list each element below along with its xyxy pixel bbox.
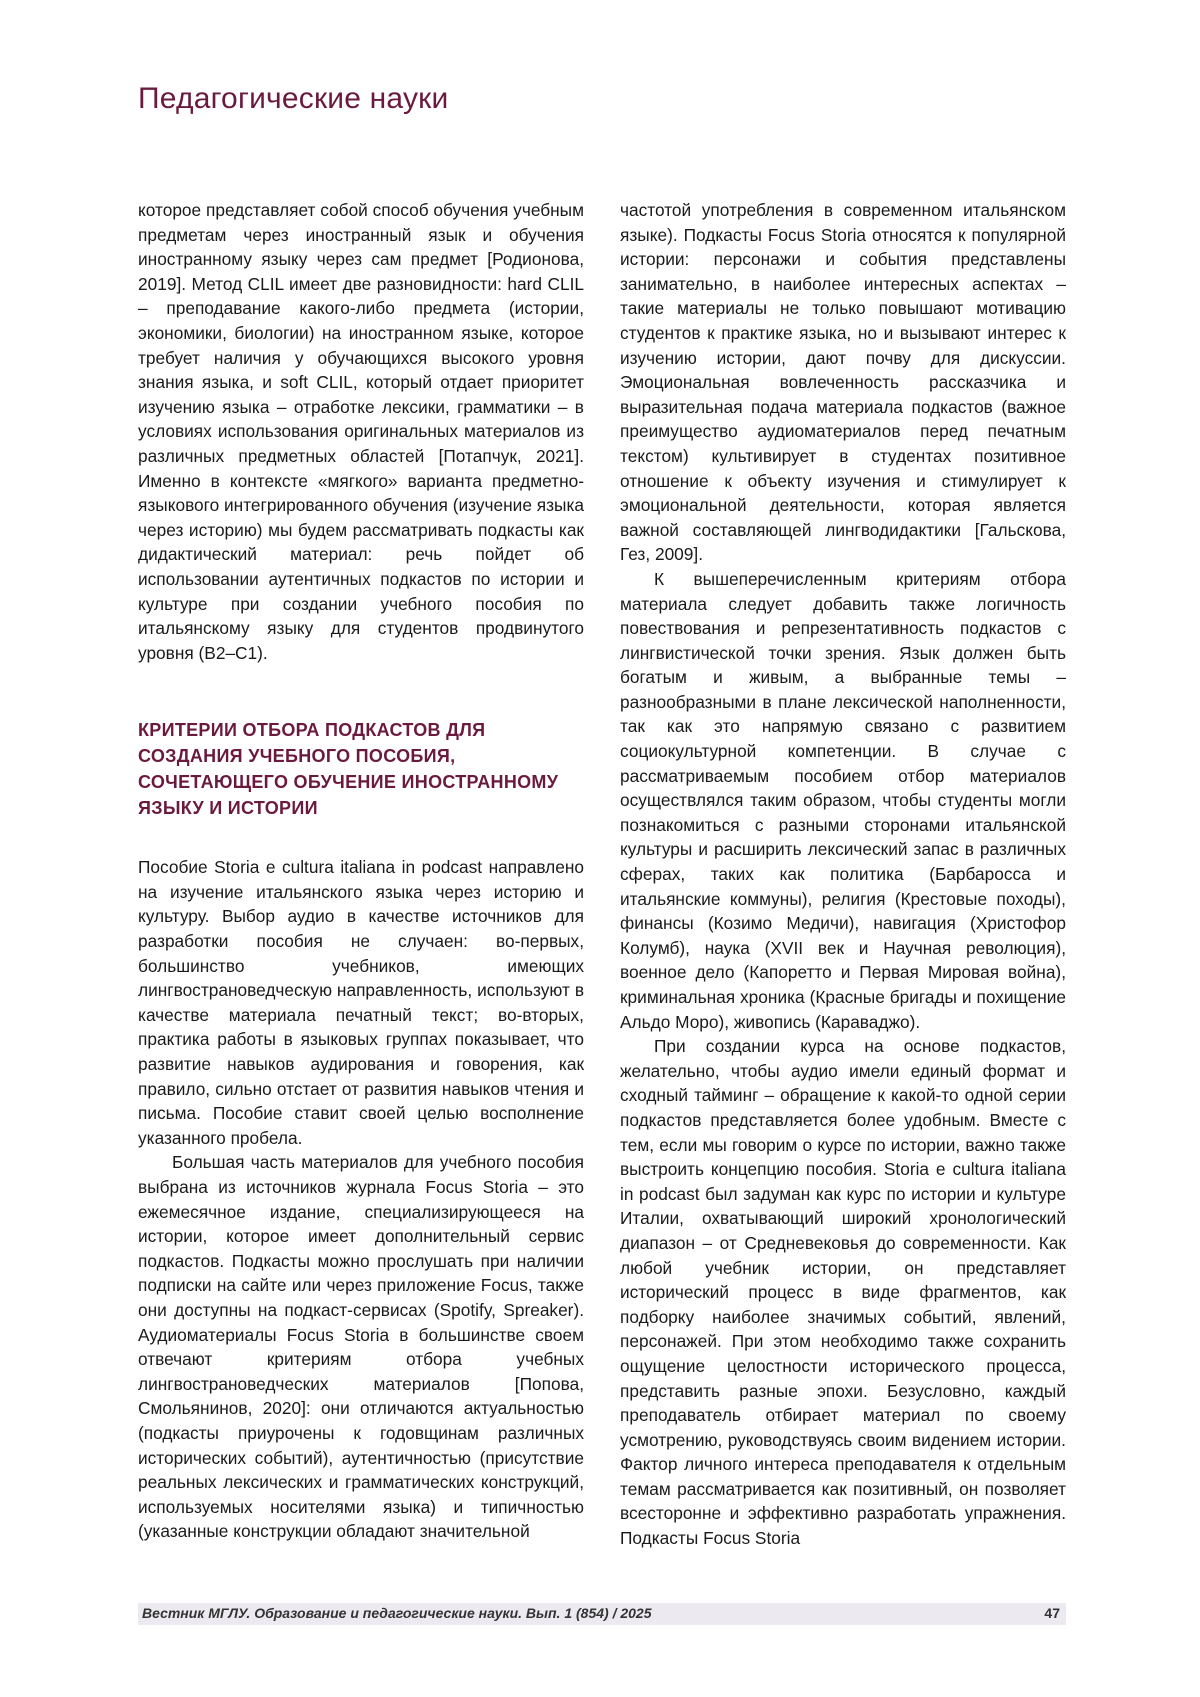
paragraph: Пособие Storia e cultura italiana in podcast направлено на изучение итальянского языка через историю и культуру. Выбор аудио в качестве источников для разработки пособия не случаен: во-первых, большинство учебников, имеющих лингвострановедческую направленность, используют в качестве материала печатный текст; во-вторых, практика работы в языковых группах показывает, что развитие навыков аудирования и говорения, как правило, сильно отстает от развития навыков чтения и письма. Пособие ставит своей целью восполнение указанного пробела. (138, 855, 584, 1150)
section-heading: КРИТЕРИИ ОТБОРА ПОДКАСТОВ ДЛЯ СОЗДАНИЯ УЧЕБНОГО ПОСОБИЯ, СОЧЕТАЮЩЕГО ОБУЧЕНИЕ ИНОСТРАННОМУ ЯЗЫКУ И ИСТОРИИ (138, 717, 584, 821)
section-title: Педагогические науки (138, 82, 448, 116)
paragraph: которое представляет собой способ обучения учебным предметам через иностранный язык и обучения иностранному языку через сам предмет [Родионова, 2019]. Метод CLIL имеет две разновидности: hard CLIL – преподавание какого-либо предмета (истории, экономики, биологии) на иностранном языке, которое требует наличия у обучающихся высокого уровня знания языка, и soft CLIL, который отдает приоритет изучению языка – отработке лексики, грамматики – в условиях использования оригинальных материалов из различных предметных областей [Потапчук, 2021]. Именно в контексте «мягкого» варианта предметно-языкового интегрированного обучения (изучение языка через историю) мы будем рассматривать подкасты как дидактический материал: речь пойдет об использовании аутентичных подкастов по истории и культуре при создании учебного пособия по итальянскому языку для студентов продвинутого уровня (B2–C1). (138, 198, 584, 665)
paragraph: частотой употребления в современном итальянском языке). Подкасты Focus Storia относятся к популярной истории: персонажи и события представлены занимательно, в наиболее интересных аспектах – такие материалы не только повышают мотивацию студентов к практике языка, но и вызывают интерес к изучению истории, дают почву для дискуссии. Эмоциональная вовлеченность рассказчика и выразительная подача материала подкастов (важное преимущество аудиоматериалов перед печатным текстом) культивирует в студентах позитивное отношение к объекту изучения и стимулирует к эмоциональной деятельности, которая является важной составляющей лингводидактики [Гальскова, Гез, 2009]. (620, 198, 1066, 567)
paragraph: При создании курса на основе подкастов, желательно, чтобы аудио имели единый формат и сходный тайминг – обращение к какой-то одной серии подкастов представляется более удобным. Вместе с тем, если мы говорим о курсе по истории, важно также выстроить концепцию пособия. Storia e cultura italiana in podcast был задуман как курс по истории и культуре Италии, охватывающий широкий хронологический диапазон – от Средневековья до современности. Как любой учебник истории, он представляет исторический процесс в виде фрагментов, как подборку наиболее значимых событий, явлений, персонажей. При этом необходимо также сохранить ощущение целостности исторического процесса, представить разные эпохи. Безусловно, каждый преподаватель отбирает материал по своему усмотрению, руководствуясь своим видением истории. Фактор личного интереса преподавателя к отдельным темам рассматривается как позитивный, он позволяет всесторонне и эффективно разработать упражнения. Подкасты Focus Storia (620, 1034, 1066, 1550)
paragraph: Большая часть материалов для учебного пособия выбрана из источников журнала Focus Storia – это ежемесячное издание, специализирующееся на истории, которое имеет дополнительный сервис подкастов. Подкасты можно прослушать при наличии подписки на сайте или через приложение Focus, также они доступны на подкаст-сервисах (Spotify, Spreaker). Аудиоматериалы Focus Storia в большинстве своем отвечают критериям отбора учебных лингвострановедческих материалов [Попова, Смольянинов, 2020]: они отличаются актуальностью (подкасты приурочены к годовщинам различных исторических событий), аутентичностью (присутствие реальных лексических и грамматических конструкций, используемых носителями языка) и типичностью (указанные конструкции обладают значительной (138, 1150, 584, 1544)
page-footer (138, 1603, 1066, 1625)
right-column (620, 198, 1066, 1551)
left-column (138, 198, 584, 1544)
paragraph: К вышеперечисленным критериям отбора материала следует добавить также логичность повествования и репрезентативность подкастов с лингвистической точки зрения. Язык должен быть богатым и живым, а выбранные темы – разнообразными в плане лексической наполненности, так как это напрямую связано с развитием социокультурной компетенции. В случае с рассматриваемым пособием отбор материалов осуществлялся таким образом, чтобы студенты могли познакомиться с разными сторонами итальянской культуры и расширить лексический запас в различных сферах, таких как политика (Барбаросса и итальянские коммуны), религия (Крестовые походы), финансы (Козимо Медичи), навигация (Христофор Колумб), наука (XVII век и Научная революция), военное дело (Капоретто и Первая Мировая война), криминальная хроника (Красные бригады и похищение Альдо Моро), живопись (Караваджо). (620, 567, 1066, 1034)
journal-citation: Вестник МГЛУ. Образование и педагогические науки. Вып. 1 (854) / 2025 (142, 1605, 652, 1621)
page-number: 47 (1044, 1605, 1060, 1621)
